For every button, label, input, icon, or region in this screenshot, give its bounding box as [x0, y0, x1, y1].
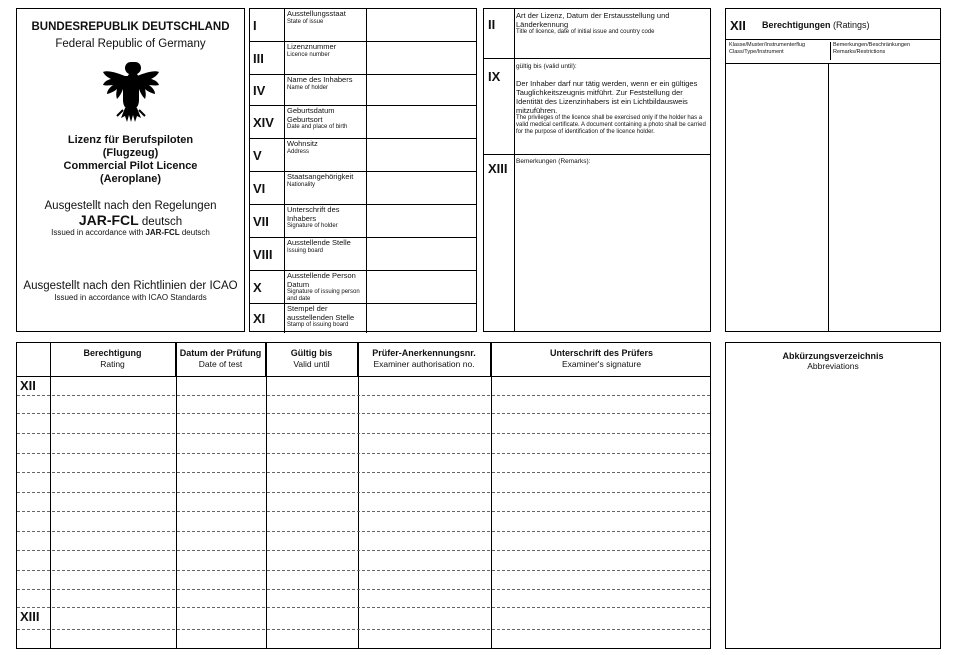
ratings-col-remarks: Bemerkungen/Beschränkungen Remarks/Restrictions — [830, 42, 938, 60]
field-label — [284, 139, 367, 171]
field-label-de: Wohnsitz — [287, 139, 318, 148]
field-label-en: Stamp of issuing board — [287, 322, 349, 328]
section-ix-de: Der Inhaber darf nur tätig werden, wenn er ein gültiges Tauglichkeitszeugnis mitführt. Zur Feststellung der Identität des Lizenzinhabers ist ein Lichtbildausweis mitzuführen. — [516, 79, 698, 115]
field-row — [250, 42, 476, 75]
licence-title-de-1: Lizenz für Berufspiloten — [67, 134, 194, 146]
ratings-subheader — [726, 39, 940, 64]
table-header — [358, 343, 491, 376]
section-number: II — [488, 17, 496, 32]
remarks-label: Bemerkungen (Remarks): — [516, 158, 591, 165]
field-label — [284, 238, 367, 270]
table-header-en: Examiner authorisation no. — [373, 359, 475, 369]
rules-jar-rest: deutsch — [138, 216, 183, 228]
icao-de: Ausgestellt nach den Richtlinien der ICAO — [23, 280, 238, 292]
field-label-de: Geburtsdatum Geburtsort — [287, 106, 335, 124]
field-label-en: State of issue — [287, 18, 324, 25]
field-value[interactable] — [367, 139, 476, 171]
licence-title-en-2: (Aeroplane) — [99, 173, 162, 185]
table-header-de: Berechtigung — [83, 348, 142, 358]
field-row — [250, 304, 476, 333]
rules-jar-bold: JAR-FCL — [78, 212, 139, 228]
section-number: XII — [730, 18, 746, 33]
licence-cover — [16, 8, 245, 332]
field-row — [250, 75, 476, 106]
field-number: V — [253, 147, 262, 163]
ratings-panel — [725, 8, 941, 332]
table-header — [50, 343, 176, 376]
section-ix-en: The privileges of the licence shall be exercised only if the holder has a valid medical certificate. A document containing a photo shall be carried for the purpose of identification of the licence holder. — [516, 115, 706, 135]
field-label — [284, 205, 367, 237]
table-header — [491, 343, 712, 376]
table-row[interactable] — [17, 453, 710, 454]
table-header-en: Examiner's signature — [561, 359, 642, 369]
licence-title — [17, 134, 244, 186]
field-label-en: Nationality — [287, 181, 316, 188]
table-row[interactable] — [17, 629, 710, 630]
field-row — [250, 139, 476, 172]
country-title: BUNDESREPUBLIK DEUTSCHLAND — [31, 21, 230, 33]
field-label-en: Address — [287, 148, 310, 155]
table-row[interactable] — [17, 589, 710, 590]
field-label-de: Name des Inhabers — [287, 75, 353, 84]
section-ii-text — [516, 11, 706, 36]
field-value[interactable] — [367, 42, 476, 74]
rules-de: Ausgestellt nach den Regelungen — [44, 200, 217, 212]
field-label-en: Licence number — [287, 51, 330, 58]
section-number: XIII — [20, 609, 40, 624]
table-row[interactable] — [17, 531, 710, 532]
licence-title-de-2: (Flugzeug) — [102, 147, 159, 159]
ratings-title — [762, 20, 870, 30]
field-number: I — [253, 17, 257, 33]
section-xiii — [484, 155, 710, 333]
table-column-line — [50, 343, 177, 648]
federal-eagle-icon — [101, 58, 161, 128]
holder-fields-panel — [249, 8, 477, 332]
field-value[interactable] — [367, 75, 476, 105]
table-row[interactable] — [17, 511, 710, 512]
field-value[interactable] — [367, 271, 476, 303]
ratings-table — [16, 342, 711, 649]
field-row — [250, 106, 476, 139]
field-number: VII — [253, 213, 269, 229]
field-label — [284, 106, 367, 138]
field-value[interactable] — [367, 172, 476, 204]
abbreviations-subtitle: Abbreviations — [807, 361, 859, 371]
table-row[interactable] — [17, 413, 710, 414]
table-column-line — [176, 343, 267, 648]
table-header-de: Prüfer-Anerkennungsnr. — [372, 348, 476, 358]
ratings-header — [726, 9, 940, 40]
field-number: X — [253, 279, 262, 295]
field-value[interactable] — [367, 238, 476, 270]
field-number: XIV — [253, 114, 274, 130]
field-row — [250, 9, 476, 42]
field-value[interactable] — [367, 106, 476, 138]
ratings-title-en: (Ratings) — [830, 20, 870, 30]
section-ii — [484, 9, 710, 59]
rules-en-bold: JAR-FCL — [145, 228, 180, 237]
field-label — [284, 304, 367, 333]
field-label-en: Date and place of birth — [287, 124, 348, 130]
section-ix — [484, 59, 710, 155]
field-number: VIII — [253, 246, 273, 262]
field-label — [284, 271, 367, 303]
field-value[interactable] — [367, 304, 476, 333]
table-header-de: Gültig bis — [290, 348, 333, 358]
table-row[interactable] — [17, 433, 710, 434]
field-label — [284, 75, 367, 105]
field-label-en: Issuing board — [287, 247, 324, 254]
table-header-en: Date of test — [198, 359, 243, 369]
field-label-de: Ausstellende Person Datum — [287, 271, 356, 289]
field-row — [250, 172, 476, 205]
field-number: IV — [253, 82, 266, 98]
table-header — [266, 343, 358, 376]
field-label-de: Stempel der ausstellenden Stelle — [287, 304, 355, 322]
field-value[interactable] — [367, 205, 476, 237]
section-number: XIII — [488, 161, 508, 176]
table-header-de: Unterschrift des Prüfers — [549, 348, 654, 358]
table-header-divider — [17, 376, 710, 377]
abbreviations-panel — [725, 342, 941, 649]
field-number: III — [253, 50, 264, 66]
field-label-en: Name of holder — [287, 84, 329, 91]
table-column-line — [358, 343, 492, 648]
table-row[interactable] — [17, 607, 710, 608]
field-label-en: Signature of issuing person and date — [287, 289, 360, 302]
field-row — [250, 271, 476, 304]
rules-jar — [17, 212, 244, 228]
field-number: XI — [253, 310, 266, 326]
rules-en — [17, 228, 244, 237]
table-row[interactable] — [17, 492, 710, 493]
field-label-en: Signature of holder — [287, 223, 338, 229]
licence-details-panel — [483, 8, 711, 332]
rules-en-text: Issued in accordance with — [51, 228, 146, 237]
field-label — [284, 42, 367, 74]
table-header-en: Valid until — [293, 359, 330, 369]
table-header-de: Datum der Prüfung — [179, 348, 262, 358]
table-header-en: Rating — [100, 359, 125, 369]
field-label-de: Lizenznummer — [287, 42, 337, 51]
rules-en-rest: deutsch — [179, 228, 210, 237]
field-label — [284, 172, 367, 204]
section-ii-de: Art der Lizenz, Datum der Erstausstellung und Länderkennung — [516, 11, 670, 29]
table-header — [176, 343, 266, 376]
country-subtitle: Federal Republic of Germany — [55, 38, 206, 50]
table-row[interactable] — [17, 550, 710, 551]
section-number: IX — [488, 69, 501, 84]
valid-until-label: gültig bis (valid until): — [516, 63, 577, 70]
section-ix-text — [516, 62, 706, 136]
field-label-de: Ausstellungsstaat — [287, 9, 346, 18]
section-number: XII — [20, 378, 36, 393]
icao-en: Issued in accordance with ICAO Standards — [54, 293, 207, 302]
field-label-de: Ausstellende Stelle — [287, 238, 351, 247]
field-label — [284, 9, 367, 41]
field-label-de: Unterschrift des Inhabers — [287, 205, 340, 223]
field-number: VI — [253, 180, 266, 196]
ratings-title-de: Berechtigungen — [762, 20, 831, 30]
table-row[interactable] — [17, 395, 710, 396]
ratings-col-class: Klasse/Muster/Instrumenterflug Class/Type/Instrument — [729, 42, 806, 55]
abbreviations-title: Abkürzungsverzeichnis — [782, 351, 884, 361]
table-row[interactable] — [17, 570, 710, 571]
section-ii-en: Title of licence, date of initial issue and country code — [516, 29, 655, 35]
field-value[interactable] — [367, 9, 476, 41]
field-label-de: Staatsangehörigkeit — [287, 172, 354, 181]
table-column-line — [266, 343, 359, 648]
table-row[interactable] — [17, 472, 710, 473]
licence-title-en-1: Commercial Pilot Licence — [63, 160, 198, 172]
field-row — [250, 205, 476, 238]
field-row — [250, 238, 476, 271]
